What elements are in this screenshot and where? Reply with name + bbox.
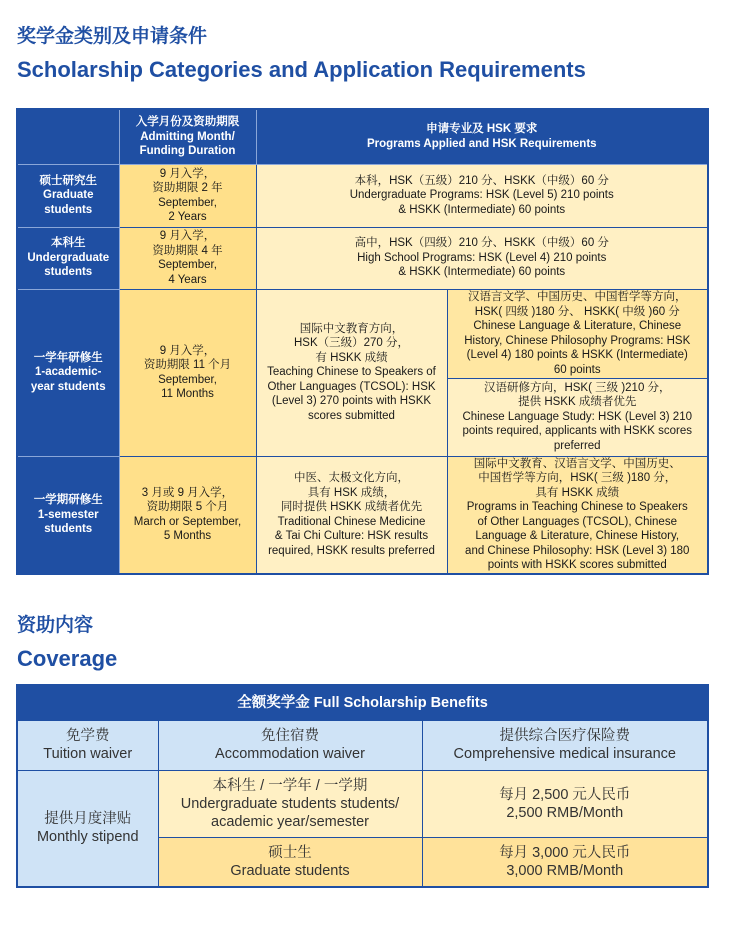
academic-year-month: 9 月入学， 资助期限 11 个月 September, 11 Months bbox=[119, 289, 256, 456]
undergraduate-stipend-label: 本科生 / 一学年 / 一学期 Undergraduate students students/ academic year/semester bbox=[158, 770, 422, 837]
row-label-undergraduate: 本科生 Undergraduate students bbox=[17, 227, 119, 289]
academic-year-language-study-requirements: 汉语研修方向，HSK( 三级 )210 分， 提供 HSKK 成绩者优先 Chinese Language Study: HSK (Level 3) 210 points required, applicants with HSKK scores preferred bbox=[447, 378, 708, 456]
scholarship-categories-table bbox=[16, 108, 709, 575]
section1-title-en: Scholarship Categories and Application Requirements bbox=[17, 57, 586, 82]
header-admitting-month: 入学月份及资助期限 Admitting Month/ Funding Duration bbox=[119, 109, 256, 164]
graduate-stipend-amount: 每月 3,000 元人民币 3,000 RMB/Month bbox=[422, 837, 708, 887]
semester-month: 3 月或 9 月入学， 资助期限 5 个月 March or September, 5 Months bbox=[119, 456, 256, 574]
monthly-stipend-cell: 提供月度津贴 Monthly stipend bbox=[17, 770, 158, 887]
row-label-graduate: 硕士研究生 Graduate students bbox=[17, 164, 119, 227]
graduate-requirements: 本科，HSK（五级）210 分、HSKK（中级）60 分 Undergraduate Programs: HSK (Level 5) 210 points & HSKK (Intermediate) 60 points bbox=[256, 164, 708, 227]
graduate-stipend-label: 硕士生 Graduate students bbox=[158, 837, 422, 887]
section2-title-cn: 资助内容 bbox=[17, 614, 94, 636]
undergraduate-month: 9 月入学， 资助期限 4 年 September, 4 Years bbox=[119, 227, 256, 289]
tuition-waiver-cell: 免学费 Tuition waiver bbox=[17, 720, 158, 770]
full-scholarship-header: 全额奖学金 Full Scholarship Benefits bbox=[17, 685, 708, 720]
table1-corner bbox=[17, 109, 119, 164]
semester-tcm-requirements: 中医、太极文化方向， 具有 HSK 成绩， 同时提供 HSKK 成绩者优先 Traditional Chinese Medicine & Tai Chi Culture: HSK results required, HSKK results preferred bbox=[256, 456, 447, 574]
undergraduate-stipend-amount: 每月 2,500 元人民币 2,500 RMB/Month bbox=[422, 770, 708, 837]
accommodation-waiver-cell: 免住宿费 Accommodation waiver bbox=[158, 720, 422, 770]
graduate-month: 9 月入学， 资助期限 2 年 September, 2 Years bbox=[119, 164, 256, 227]
medical-insurance-cell: 提供综合医疗保险费 Comprehensive medical insurance bbox=[422, 720, 708, 770]
coverage-table bbox=[16, 684, 709, 888]
academic-year-literature-requirements: 汉语言文学、中国历史、中国哲学等方向， HSK( 四级 )180 分、 HSKK( 中级 )60 分 Chinese Language & Literature, Chinese History, Chinese Philosophy Programs: HSK (Level 4) 180 points & HSKK (Intermediate) 60 points bbox=[447, 289, 708, 378]
academic-year-tcsol-requirements: 国际中文教育方向， HSK（三级）270 分， 有 HSKK 成绩 Teaching Chinese to Speakers of Other Languages (TCSOL): HSK (Level 3) 270 points with HSKK scores submitted bbox=[256, 289, 447, 456]
row-label-academic-year: 一学年研修生 1-academic- year students bbox=[17, 289, 119, 456]
row-label-semester: 一学期研修生 1-semester students bbox=[17, 456, 119, 574]
section1-title-cn: 奖学金类别及申请条件 bbox=[17, 25, 208, 47]
undergraduate-requirements: 高中，HSK（四级）210 分、HSKK（中级）60 分 High School Programs: HSK (Level 4) 210 points & HSKK (Intermediate) 60 points bbox=[256, 227, 708, 289]
header-programs-hsk: 申请专业及 HSK 要求 Programs Applied and HSK Requirements bbox=[256, 109, 708, 164]
semester-tcsol-requirements: 国际中文教育、汉语言文学、中国历史、 中国哲学等方向，HSK( 三级 )180 分， 具有 HSKK 成绩 Programs in Teaching Chinese to Speakers of Other Languages (TCSOL), Chinese Language & Literature, Chinese History, and Chinese Philosophy: HSK (Level 3) 180 points with HSKK scores submitted bbox=[447, 456, 708, 574]
section2-title-en: Coverage bbox=[17, 646, 118, 671]
